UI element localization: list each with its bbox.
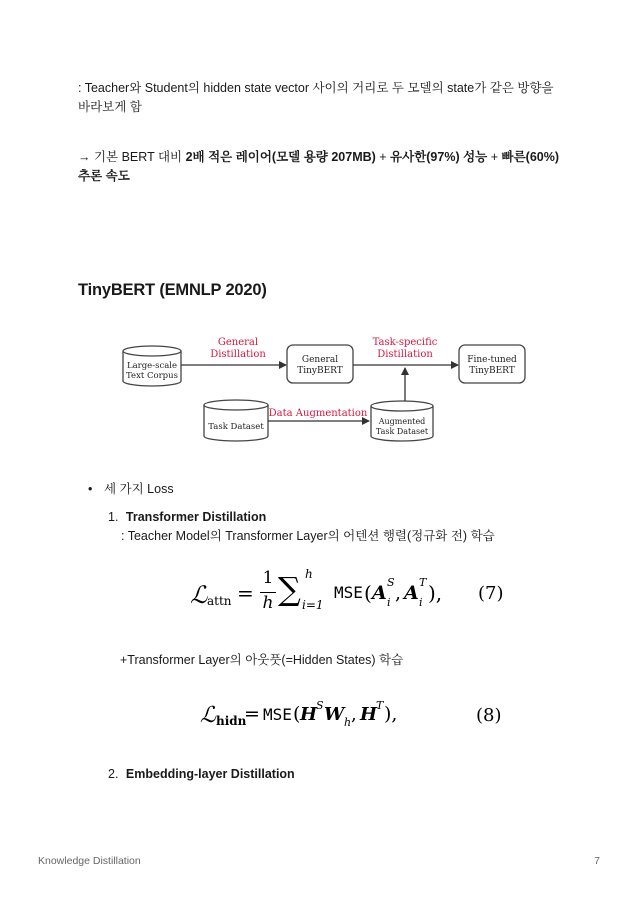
comma: , <box>351 704 357 725</box>
equation-number: (7) <box>478 583 504 604</box>
summary-performance: 유사한(97%) 성능 <box>390 150 488 164</box>
item-number: 1. <box>108 510 119 524</box>
fraction-denominator: h <box>262 593 274 613</box>
paragraph-line: : Teacher와 Student의 hidden state vector 사이의 거리로 두 모델의 state가 같은 방향을 <box>78 81 554 95</box>
item-title: Transformer Distillation <box>125 510 267 524</box>
equation-number: (8) <box>476 705 502 726</box>
summary-layers: 2배 적은 레이어(모델 용량 207MB) <box>185 150 376 164</box>
summary-plus: + <box>375 150 391 164</box>
paragraph-line: 바라보게 함 <box>78 100 142 114</box>
augmented-dataset-label: Augmented <box>378 417 426 426</box>
task-distillation-label: Distillation <box>377 349 433 360</box>
hidden-student: H <box>300 704 318 725</box>
paren-open: ( <box>293 703 301 725</box>
task-dataset-cylinder <box>204 400 268 441</box>
loss-subscript: attn <box>207 594 232 608</box>
corpus-label: Text Corpus <box>126 371 178 381</box>
equals-sign: = <box>244 703 260 725</box>
summation-upper: h <box>305 567 313 581</box>
item-description: : Teacher Model의 Transformer Layer의 어텐션 행렬(정규화 전) 학습 <box>121 529 495 543</box>
summary-plus: + <box>487 150 502 164</box>
task-dataset-label: Task Dataset <box>208 422 264 432</box>
equals-sign: = <box>237 581 254 605</box>
footer-title: Knowledge Distillation <box>38 855 141 867</box>
general-tinybert-label: General <box>301 355 339 365</box>
tinybert-diagram <box>118 330 530 448</box>
hidden-states-note: +Transformer Layer의 아웃풋(=Hidden States) 학습 <box>120 653 404 667</box>
summary-speed: 빠른(60%) <box>501 150 559 164</box>
mse-function: MSE <box>334 583 363 602</box>
paragraph-hidden-state <box>78 79 554 117</box>
loss-subscript: hidn <box>216 714 247 728</box>
projection-matrix: W <box>324 704 345 725</box>
summation-lower: i=1 <box>302 598 324 612</box>
task-distillation-label: Task-specific <box>372 337 438 348</box>
hidden-teacher: H <box>360 704 378 725</box>
attention-student-sup: S <box>387 576 395 589</box>
summary-prefix: → 기본 BERT 대비 <box>78 150 186 164</box>
loss-symbol: ℒ <box>190 581 208 609</box>
item-number: 2. <box>108 767 119 781</box>
general-distillation-label: Distillation <box>210 349 266 360</box>
paragraph-summary <box>78 148 559 186</box>
paren-close: ), <box>428 581 443 605</box>
bullet-text: 세 가지 Loss <box>104 482 174 496</box>
projection-sub: h <box>344 716 352 729</box>
comma: , <box>395 582 402 604</box>
finetuned-tinybert-label: Fine-tuned <box>467 355 517 365</box>
list-item-transformer <box>108 508 495 546</box>
corpus-cylinder <box>123 346 181 386</box>
page-number: 7 <box>594 855 600 867</box>
attention-student-sub: i <box>387 596 391 609</box>
hidden-teacher-sup: T <box>376 699 384 712</box>
loss-symbol: ℒ <box>200 703 216 728</box>
corpus-label: Large-scale <box>126 361 178 371</box>
attention-student: A <box>372 582 387 604</box>
data-augmentation-label: Data Augmentation <box>268 408 368 419</box>
general-tinybert-label: TinyBERT <box>297 366 343 376</box>
paren-open: ( <box>364 581 372 605</box>
summary-line2: 추론 속도 <box>78 169 130 183</box>
equation-hidden-loss <box>200 700 510 736</box>
item-title: Embedding-layer Distillation <box>125 767 295 781</box>
fraction-numerator: 1 <box>262 568 274 588</box>
attention-teacher-sup: T <box>419 576 427 589</box>
finetuned-tinybert-label: TinyBERT <box>469 366 515 376</box>
attention-teacher: A <box>404 582 419 604</box>
hidden-student-sup: S <box>316 699 324 712</box>
general-distillation-label: General <box>217 337 259 348</box>
augmented-dataset-label: Task Dataset <box>375 427 429 436</box>
equation-attention-loss <box>190 567 520 620</box>
bullet-dot: • <box>88 482 93 496</box>
summation-symbol: ∑ <box>278 570 301 608</box>
mse-function: MSE <box>263 705 292 724</box>
augmented-dataset-cylinder <box>371 401 433 441</box>
paren-close: ), <box>384 703 398 725</box>
list-item-embedding <box>108 765 295 784</box>
section-title: TinyBERT (EMNLP 2020) <box>78 281 267 299</box>
attention-teacher-sub: i <box>419 596 423 609</box>
